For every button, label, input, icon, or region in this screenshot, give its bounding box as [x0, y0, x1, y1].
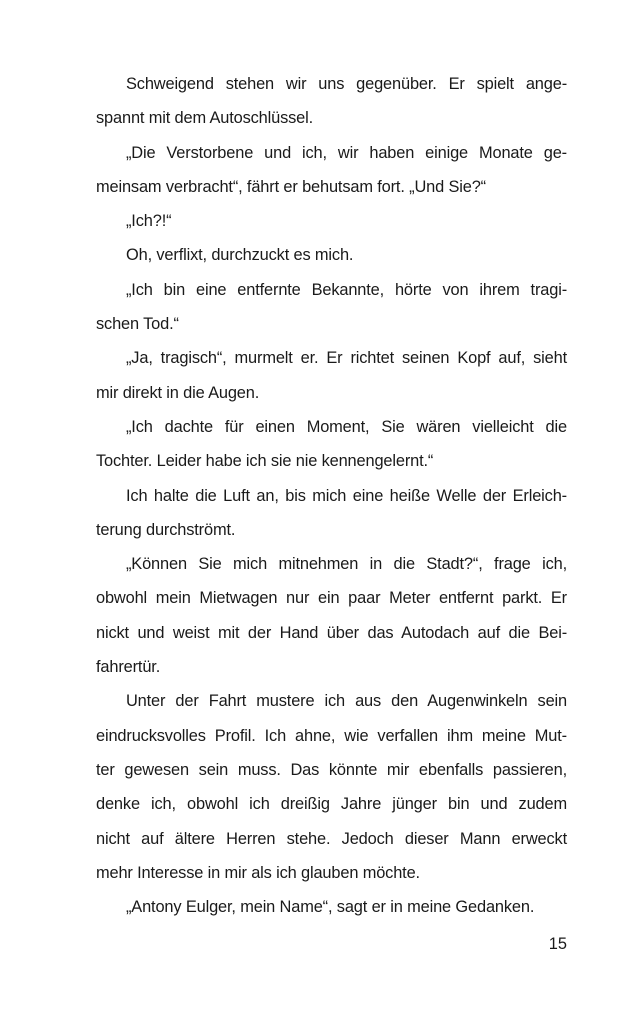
paragraph	[96, 273, 567, 342]
paragraph	[96, 67, 567, 136]
paragraph	[96, 684, 567, 890]
text-line: fahrertür.	[96, 658, 161, 677]
text-line: meinsam verbracht“, fährt er behutsam fort. „Und Sie?“	[96, 177, 486, 196]
paragraph	[96, 410, 567, 479]
text-line: „Können Sie mich mitnehmen in die Stadt?“, frage ich,	[126, 555, 567, 574]
text-line: „Ich bin eine entfernte Bekannte, hörte von ihrem tragi-	[126, 280, 567, 299]
text-line: mir direkt in die Augen.	[96, 383, 260, 402]
text-line: denke ich, obwohl ich dreißig Jahre jünger bin und zudem	[96, 795, 567, 814]
paragraph	[96, 204, 567, 238]
text-line: Unter der Fahrt mustere ich aus den Augenwinkeln sein	[126, 692, 567, 711]
text-line: „Ich?!“	[126, 212, 172, 231]
paragraph	[96, 479, 567, 548]
text-line: Ich halte die Luft an, bis mich eine heiße Welle der Erleich-	[126, 486, 567, 505]
text-line: Oh, verflixt, durchzuckt es mich.	[126, 246, 354, 265]
text-line: eindrucksvolles Profil. Ich ahne, wie verfallen ihm meine Mut-	[96, 726, 567, 745]
text-line: „Die Verstorbene und ich, wir haben einige Monate ge-	[126, 143, 567, 162]
text-line: „Antony Eulger, mein Name“, sagt er in meine Gedanken.	[126, 898, 535, 917]
text-line: spannt mit dem Autoschlüssel.	[96, 109, 314, 128]
text-line: mehr Interesse in mir als ich glauben möchte.	[96, 863, 420, 882]
paragraph	[96, 238, 567, 272]
text-line: schen Tod.“	[96, 315, 179, 334]
paragraph	[96, 341, 567, 410]
text-line: Schweigend stehen wir uns gegenüber. Er spielt ange-	[126, 75, 567, 93]
text-line: „Ja, tragisch“, murmelt er. Er richtet seinen Kopf auf, sieht	[126, 349, 567, 368]
text-line: nicht auf ältere Herren stehe. Jedoch dieser Mann erweckt	[96, 829, 567, 848]
paragraph	[96, 136, 567, 205]
text-line: ter gewesen sein muss. Das könnte mir ebenfalls passieren,	[96, 760, 567, 779]
page-number: 15	[548, 935, 567, 953]
text-line: terung durchströmt.	[96, 520, 236, 539]
book-page-body	[96, 67, 567, 924]
text-line: „Ich dachte für einen Moment, Sie wären vielleicht die	[126, 417, 567, 436]
paragraph	[96, 890, 567, 924]
text-line: obwohl mein Mietwagen nur ein paar Meter entfernt parkt. Er	[96, 589, 567, 608]
paragraph	[96, 547, 567, 684]
text-line: Tochter. Leider habe ich sie nie kennengelernt.“	[96, 452, 434, 471]
text-line: nickt und weist mit der Hand über das Autodach auf die Bei-	[96, 623, 567, 642]
